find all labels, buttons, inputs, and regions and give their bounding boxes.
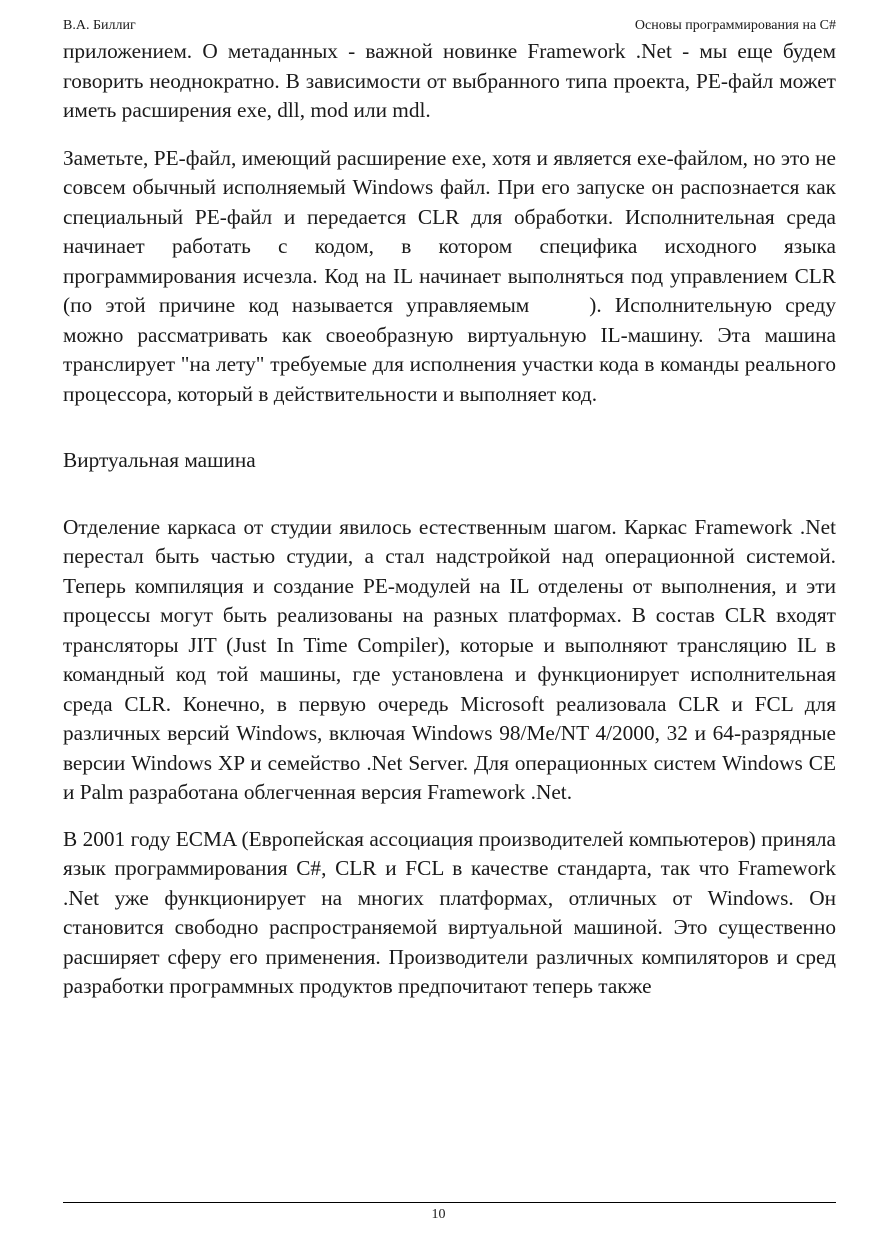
page-number: 10 <box>431 1207 446 1222</box>
paragraph-text: ). Исполнительную среду можно рассматривать как своеобразную виртуальную IL-машину. Эта машина транслирует "на лету" требуемые для исполнения участки кода в команды реального процессора, который в действительности и выполняет код. <box>63 293 836 406</box>
paragraph <box>63 144 836 410</box>
page-body <box>63 37 836 1002</box>
section-heading: Виртуальная машина <box>63 448 256 472</box>
header-author: В.А. Биллиг <box>63 18 136 33</box>
paragraph-text: Заметьте, PE-файл, имеющий расширение exe, хотя и является exe-файлом, но это не совсем обычный исполняемый Windows файл. При его запуске он распознается как специальный PE-файл и передается CLR для обработки. Исполнительная среда начинает работать с кодом, в котором специфика исходного языка программирования исчезла. Код на IL начинает выполняться под управлением CLR (по этой причине код называется управляемым <box>63 145 836 317</box>
paragraph: Отделение каркаса от студии явилось естественным шагом. Каркас Framework .Net перестал быть частью студии, а стал надстройкой над операционной системой. Теперь компиляция и создание PE-модулей на IL отделены от выполнения, и эти процессы могут быть реализованы на разных платформах. В состав CLR входят трансляторы JIT (Just In Time Compiler), которые и выполняют трансляцию IL в командный код той машины, где установлена и функционирует исполнительная среда CLR. Конечно, в первую очередь Microsoft реализовала CLR и FCL для различных версий Windows, включая Windows 98/Me/NT 4/2000, 32 и 64-разрядные версии Windows XP и семейство .Net Server. Для операционных систем Windows CE и Palm разработана облегченная версия Framework .Net. <box>63 514 836 804</box>
footer-divider <box>63 1202 836 1203</box>
page-header <box>63 17 836 35</box>
paragraph: приложением. О метаданных - важной новинке Framework .Net - мы еще будем говорить неоднократно. В зависимости от выбранного типа проекта, PE-файл может иметь расширения exe, dll, mod или mdl. <box>63 39 836 122</box>
paragraph: В 2001 году ECMA (Европейская ассоциация производителей компьютеров) приняла язык программирования C#, CLR и FCL в качестве стандарта, так что Framework .Net уже функционирует на многих платформах, отличных от Windows. Он становится свободно распространяемой виртуальной машиной. Это существенно расширяет сферу его применения. Производители различных компиляторов и сред разработки программных продуктов предпочитают теперь также <box>63 826 836 998</box>
header-book-title: Основы программирования на C# <box>634 18 836 33</box>
